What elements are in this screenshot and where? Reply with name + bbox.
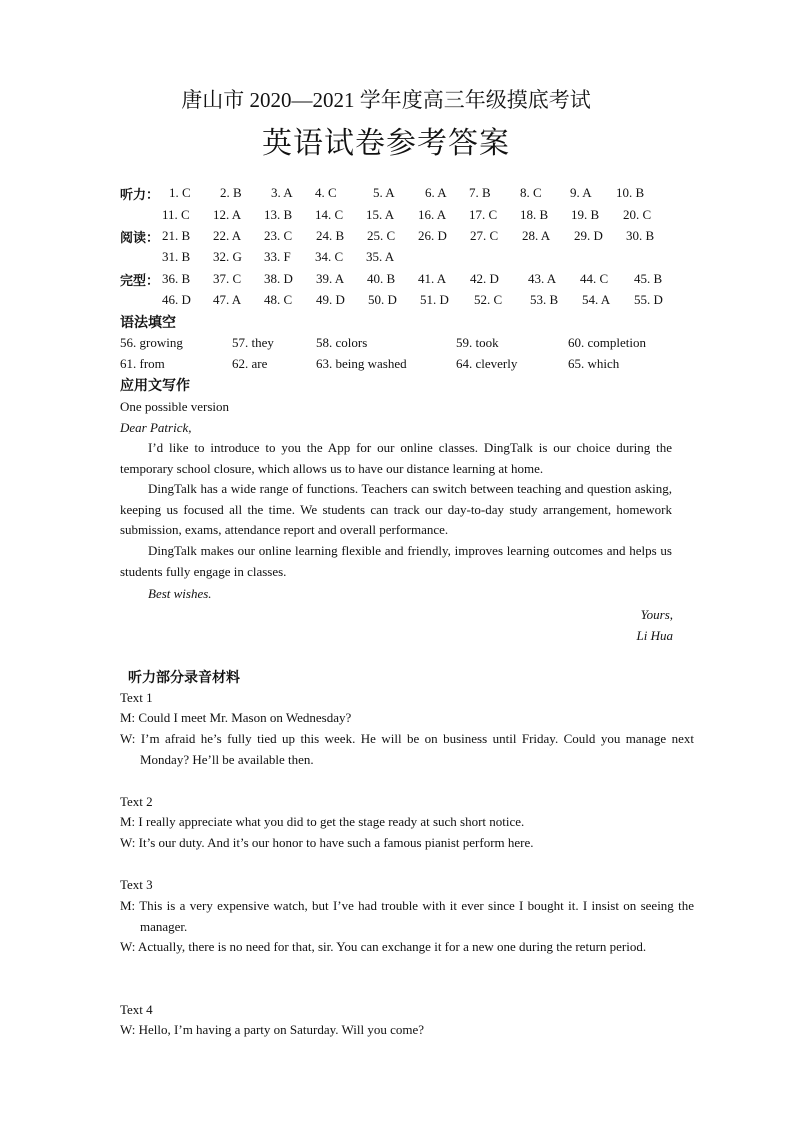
text-title: Text 2 [120,794,153,809]
answer: 38. D [264,271,293,286]
dialogue-line: M: This is a very expensive watch, but I’ve had trouble with it ever since I bought it. I insist on seeing the manager. [120,898,694,934]
answer: 33. F [264,249,291,264]
answer: 15. A [366,207,395,222]
answer: 4. C [315,185,337,200]
answer: 16. A [418,207,447,222]
answer: 63. being washed [316,356,407,371]
answer: 9. A [570,185,592,200]
cloze-label: 完型： [120,274,160,289]
answer: 42. D [470,271,499,286]
answer: 28. A [522,228,551,243]
answer: 34. C [315,249,344,264]
answer: 36. B [162,271,191,286]
answer: 48. C [264,292,293,307]
answer: 21. B [162,228,191,243]
letter-sign-off: Yours, [640,607,673,622]
answer: 24. B [316,228,345,243]
answer: 60. completion [568,335,646,350]
answer: 53. B [530,292,559,307]
answer: 62. are [232,356,268,371]
answer: 40. B [367,271,396,286]
script-heading: 听力部分录音材料 [128,670,240,686]
answer: 11. C [162,207,190,222]
answer: 12. A [213,207,242,222]
letter-signature: Li Hua [636,628,673,643]
dialogue-line: W: It’s our duty. And it’s our honor to have such a famous pianist perform here. [120,835,534,850]
answer: 57. they [232,335,274,350]
document-subtitle: 英语试卷参考答案 [262,127,510,160]
answer: 22. A [213,228,242,243]
answer: 58. colors [316,335,368,350]
answer: 51. D [420,292,449,307]
answer: 30. B [626,228,655,243]
answer: 35. A [366,249,395,264]
dialogue-line: W: Actually, there is no need for that, sir. You can exchange it for a new one during the return period. [120,939,647,954]
answer: 45. B [634,271,663,286]
answer: 14. C [315,207,344,222]
grammar-heading: 语法填空 [120,315,176,331]
letter-closing: Best wishes. [148,586,212,601]
letter-paragraph: DingTalk makes our online learning flexible and friendly, improves learning outcomes and helps us students fully engage in classes. [120,543,672,579]
answer: 18. B [520,207,549,222]
answer: 7. B [469,185,491,200]
answer: 8. C [520,185,542,200]
answer: 2. B [220,185,242,200]
answer: 25. C [367,228,396,243]
answer: 19. B [571,207,600,222]
answer: 37. C [213,271,242,286]
answer: 31. B [162,249,191,264]
reading-label: 阅读： [120,231,160,246]
answer: 56. growing [120,335,183,350]
writing-version: One possible version [120,399,230,414]
answer: 49. D [316,292,345,307]
letter-paragraph: DingTalk has a wide range of functions. Teachers can switch between teaching and question asking, keeping us focused all the time. We students can track our day-to-day study arrangement, homework submission, exams, attendance report and overall performance. [120,481,672,537]
answer: 50. D [368,292,397,307]
letter-paragraph: I’d like to introduce to you the App for our online classes. DingTalk is our choice during the temporary school closure, which allows us to have our distance learning at home. [120,440,672,476]
answer: 27. C [470,228,499,243]
answer: 59. took [456,335,499,350]
answer: 61. from [120,356,165,371]
answer: 47. A [213,292,242,307]
answer: 46. D [162,292,191,307]
answer: 29. D [574,228,603,243]
answer: 20. C [623,207,652,222]
text-title: Text 1 [120,690,153,705]
answer: 26. D [418,228,447,243]
answer: 6. A [425,185,447,200]
dialogue-line: W: Hello, I’m having a party on Saturday. Will you come? [120,1022,425,1037]
text-title: Text 3 [120,877,153,892]
answer: 39. A [316,271,345,286]
answer: 44. C [580,271,609,286]
writing-heading: 应用文写作 [120,378,190,394]
answer: 3. A [271,185,293,200]
listening-label: 听力： [120,188,160,203]
letter-greeting: Dear Patrick, [120,420,192,435]
answer: 23. C [264,228,293,243]
answer: 17. C [469,207,498,222]
answer: 43. A [528,271,557,286]
text-title: Text 4 [120,1002,153,1017]
answer: 65. which [568,356,620,371]
answer: 13. B [264,207,293,222]
answer: 5. A [373,185,395,200]
answer: 54. A [582,292,611,307]
document-title: 唐山市 2020—2021 学年度高三年级摸底考试 [181,88,591,112]
dialogue-line: M: I really appreciate what you did to get the stage ready at such short notice. [120,814,525,829]
answer: 1. C [169,185,191,200]
dialogue-line: W: I’m afraid he’s fully tied up this week. He will be on business until Friday. Could you manage next Monday? He’ll be available then. [120,731,694,767]
answer: 55. D [634,292,663,307]
dialogue-line: M: Could I meet Mr. Mason on Wednesday? [120,710,352,725]
answer: 64. cleverly [456,356,518,371]
answer: 52. C [474,292,503,307]
answer: 10. B [616,185,645,200]
answer: 41. A [418,271,447,286]
answer: 32. G [213,249,242,264]
